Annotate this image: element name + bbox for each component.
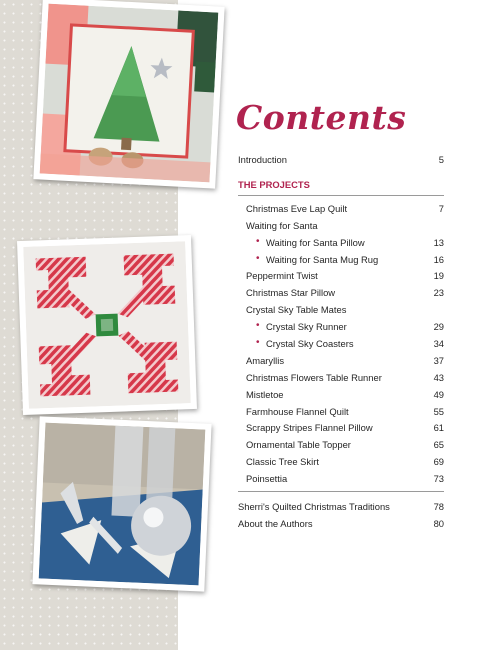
bullet-icon: • <box>256 252 260 264</box>
toc-entry-label: Amaryllis <box>246 354 285 366</box>
bullet-icon: • <box>256 235 260 247</box>
toc-entry-label: Christmas Star Pillow <box>246 287 336 299</box>
toc-entry-label: Waiting for Santa Pillow <box>266 236 365 248</box>
toc-entry-page: 19 <box>433 270 444 282</box>
toc-subentry-waiting-for-santa-mug-rug[interactable] <box>238 252 444 269</box>
toc-entry-peppermint-twist[interactable] <box>238 268 444 285</box>
toc-entry-page: 13 <box>433 236 444 248</box>
toc-entry-page: 16 <box>433 253 444 265</box>
toc-entry-label: Introduction <box>238 154 287 165</box>
toc-entry-quilted-christmas-traditions[interactable] <box>238 499 444 516</box>
toc-entry-label: Christmas Flowers Table Runner <box>246 371 382 383</box>
toc-entry-crystal-sky-table-mates[interactable] <box>238 302 444 319</box>
toc-entry-page: 37 <box>433 354 444 366</box>
toc-entry-page: 61 <box>433 422 444 434</box>
toc-entry-page: 5 <box>438 154 444 165</box>
toc-entry-label: Peppermint Twist <box>246 270 318 282</box>
toc-entry-classic-tree-skirt[interactable] <box>238 454 444 471</box>
toc-entry-label: Mistletoe <box>246 388 284 400</box>
toc-entry-label: Ornamental Table Topper <box>246 439 351 451</box>
toc-entry-page: 34 <box>433 338 444 350</box>
toc-entry-scrappy-stripes-flannel-pillow[interactable] <box>238 420 444 437</box>
toc-entry-page: 43 <box>433 371 444 383</box>
section-end-divider <box>238 491 444 492</box>
toc-subentry-crystal-sky-runner[interactable] <box>238 319 444 336</box>
toc-entry-page: 65 <box>433 439 444 451</box>
toc-entry-page: 80 <box>433 518 444 530</box>
photo-tree-pillow <box>33 0 224 189</box>
toc-entry-waiting-for-santa[interactable] <box>238 218 444 235</box>
toc-subentry-waiting-for-santa-pillow[interactable] <box>238 235 444 252</box>
toc-entry-label: About the Authors <box>238 518 313 530</box>
contents-title: Contents <box>236 98 407 137</box>
toc-entry-page: 49 <box>433 388 444 400</box>
toc-entry-mistletoe[interactable] <box>238 387 444 404</box>
toc-entry-page: 7 <box>438 202 444 214</box>
toc-entry-label: Waiting for Santa <box>246 219 318 231</box>
toc-entry-label: Scrappy Stripes Flannel Pillow <box>246 422 373 434</box>
bullet-icon: • <box>256 320 260 332</box>
toc-entry-amaryllis[interactable] <box>238 353 444 370</box>
toc-entry-page: 69 <box>433 456 444 468</box>
toc-entry-page: 23 <box>433 287 444 299</box>
toc-entry-farmhouse-flannel-quilt[interactable] <box>238 404 444 421</box>
toc-entry-ornamental-table-topper[interactable] <box>238 437 444 454</box>
toc-entry-christmas-flowers-table-runner[interactable] <box>238 370 444 387</box>
toc-entry-christmas-eve-lap-quilt[interactable] <box>238 201 444 218</box>
toc-entry-page: 29 <box>433 321 444 333</box>
table-of-contents <box>238 152 444 533</box>
toc-entry-label: Classic Tree Skirt <box>246 456 319 468</box>
toc-entry-poinsettia[interactable] <box>238 471 444 493</box>
toc-entry-label: Farmhouse Flannel Quilt <box>246 405 349 417</box>
toc-entry-page: 73 <box>433 473 444 485</box>
toc-entry-about-the-authors[interactable] <box>238 516 444 533</box>
photo-ornaments <box>32 416 211 591</box>
toc-entry-label: Poinsettia <box>246 473 288 485</box>
section-heading-projects <box>238 177 444 197</box>
toc-entry-page: 78 <box>433 501 444 513</box>
photo-quilt-block <box>17 235 197 415</box>
toc-entry-label: Crystal Sky Coasters <box>266 338 354 350</box>
toc-entry-introduction[interactable] <box>238 152 444 169</box>
section-divider <box>238 195 444 196</box>
toc-subentry-crystal-sky-coasters[interactable] <box>238 336 444 353</box>
toc-entry-christmas-star-pillow[interactable] <box>238 285 444 302</box>
toc-entry-label: Sherri's Quilted Christmas Traditions <box>238 501 390 513</box>
toc-entry-label: Waiting for Santa Mug Rug <box>266 253 379 265</box>
toc-entry-label: Christmas Eve Lap Quilt <box>246 202 348 214</box>
toc-entry-label: Crystal Sky Runner <box>266 321 347 333</box>
bullet-icon: • <box>256 337 260 349</box>
toc-entry-page: 55 <box>433 405 444 417</box>
section-heading-label: THE PROJECTS <box>238 178 310 190</box>
toc-entry-label: Crystal Sky Table Mates <box>246 304 347 316</box>
